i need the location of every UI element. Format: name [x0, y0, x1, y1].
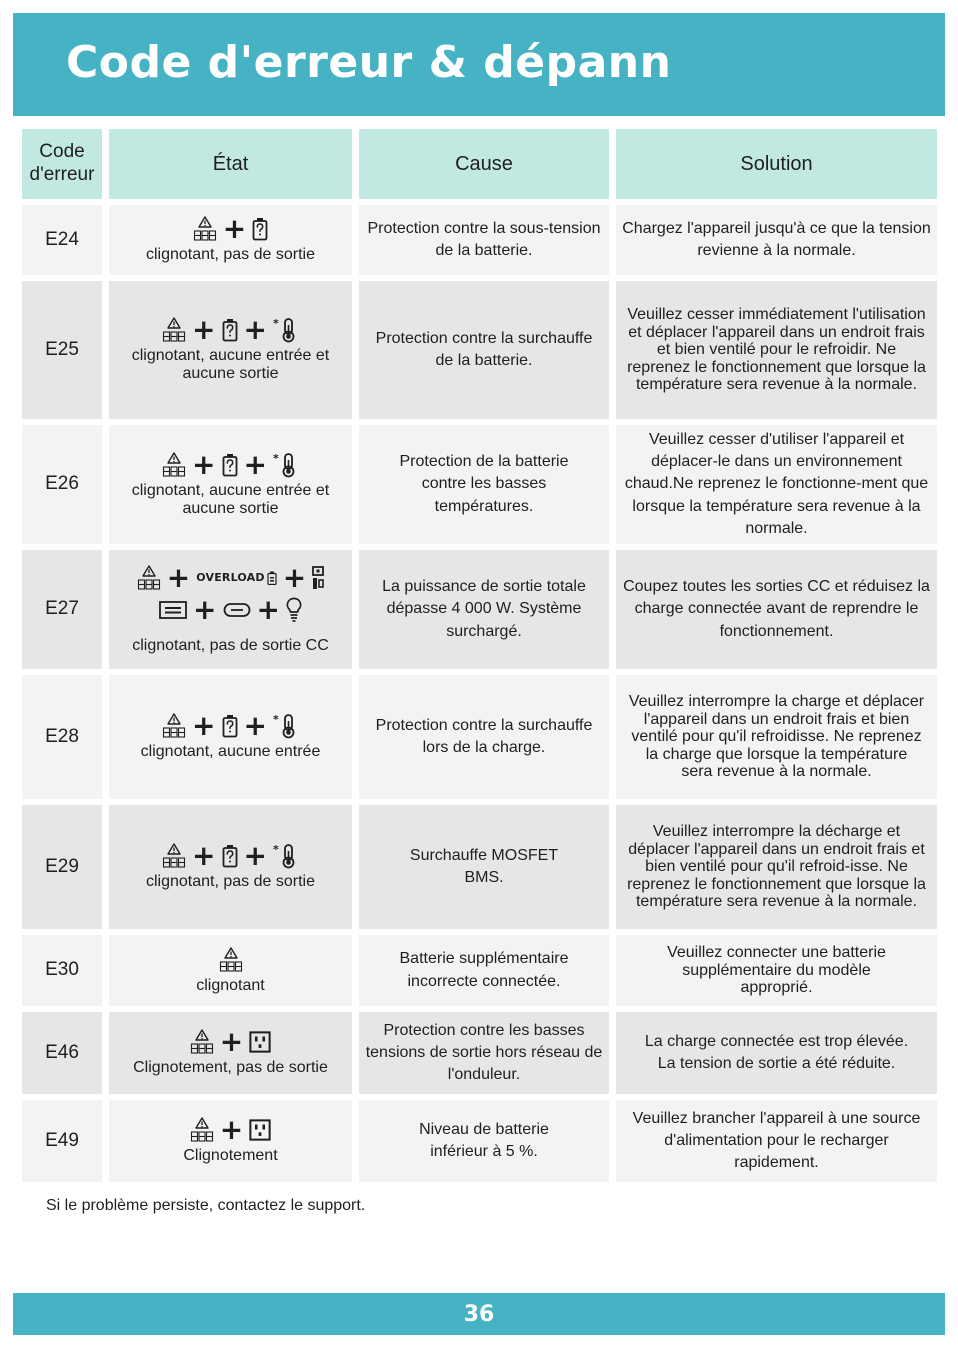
battery-question-icon — [222, 844, 238, 868]
state-cell — [109, 205, 352, 275]
plus-icon: + — [219, 1113, 244, 1147]
warning-display-icon — [193, 216, 217, 242]
plus-icon: + — [192, 313, 216, 347]
cause-cell: Niveau de batterie inférieur à 5 %. — [359, 1100, 609, 1182]
thermometer-icon — [273, 713, 299, 739]
error-code-table — [22, 129, 936, 1182]
state-cell — [109, 675, 352, 799]
plus-icon: + — [243, 447, 267, 481]
warning-display-icon — [162, 713, 186, 739]
battery-question-icon — [222, 714, 238, 738]
state-text: Clignotement, pas de sortie — [133, 1059, 328, 1077]
battery-question-icon — [222, 453, 238, 477]
solution-cell: Veuillez cesser immédiatement l'utilisation et déplacer l'appareil dans un endroit frais et bien ventilé pour le refroidir. Ne reprenez le fonctionnement que lorsque la température sera revenue à la normale. — [616, 281, 937, 419]
warning-display-icon — [190, 1029, 214, 1055]
cause-cell: Protection de la batterie contre les basses températures. — [359, 425, 609, 544]
solution-cell: Veuillez cesser d'utiliser l'appareil et déplacer-le dans un environnement chaud.Ne reprenez le fonctionne-ment que lorsque la température sera revenue à la normale. — [616, 425, 937, 544]
warning-display-icon — [137, 565, 161, 591]
warning-display-icon — [219, 947, 243, 973]
solution-cell: Veuillez interrompre la décharge et déplacer l'appareil dans un endroit frais et bien ventilé pour qu'il refroid-isse. Ne reprenez le fonctionnement que lorsque la température sera revenue à la normale. — [616, 805, 937, 929]
cause-cell: Surchauffe MOSFET BMS. — [359, 805, 609, 929]
plus-icon: + — [166, 560, 191, 594]
cause-cell: Batterie supplémentaire incorrecte connectée. — [359, 935, 609, 1006]
outlet-icon — [249, 1031, 271, 1053]
error-code: E49 — [22, 1100, 102, 1182]
solution-cell: Veuillez interrompre la charge et déplacer l'appareil dans un endroit frais et bien ventilé pour qu'il refroidisse. Ne reprenez la charge que lorsque la température sera revenue à la normale. — [616, 675, 937, 799]
outlet-icon — [249, 1119, 271, 1141]
header-solution: Solution — [616, 129, 937, 199]
plus-icon: + — [243, 313, 267, 347]
cause-cell: Protection contre la surchauffe de la batterie. — [359, 281, 609, 419]
plus-icon: + — [243, 839, 267, 873]
battery-question-icon — [252, 217, 268, 241]
warning-display-icon — [190, 1117, 214, 1143]
plus-icon: + — [222, 212, 247, 246]
state-cell — [109, 425, 352, 544]
cause-cell: Protection contre la sous-tension de la batterie. — [359, 205, 609, 275]
cause-cell: Protection contre la surchauffe lors de la charge. — [359, 675, 609, 799]
page-number: 36 — [463, 1301, 495, 1327]
state-text: clignotant — [196, 976, 265, 994]
state-cell — [109, 805, 352, 929]
battery-question-icon — [222, 318, 238, 342]
plus-icon: + — [193, 592, 217, 626]
state-cell — [109, 1100, 352, 1182]
plus-icon: + — [192, 709, 216, 743]
error-code: E28 — [22, 675, 102, 799]
state-cell — [109, 550, 352, 669]
state-cell — [109, 1012, 352, 1094]
error-code: E25 — [22, 281, 102, 419]
error-code: E27 — [22, 550, 102, 669]
car-port-icon — [223, 601, 251, 619]
page-header — [13, 13, 945, 116]
state-text: clignotant, aucune entrée et aucune sortie — [131, 347, 330, 382]
error-code: E24 — [22, 205, 102, 275]
battery-icon — [267, 571, 277, 585]
state-text: Clignotement — [183, 1147, 278, 1165]
solution-cell: Veuillez connecter une batterie supplémentaire du modèle approprié. — [616, 935, 937, 1006]
solution-cell: Veuillez brancher l'appareil à une source d'alimentation pour le recharger rapidement. — [616, 1100, 937, 1182]
plus-icon: + — [192, 839, 216, 873]
cause-cell: La puissance de sortie totale dépasse 4 000 W. Système surchargé. — [359, 550, 609, 669]
error-code: E26 — [22, 425, 102, 544]
bulb-icon — [286, 597, 302, 623]
state-cell — [109, 281, 352, 419]
solution-cell: Coupez toutes les sorties CC et réduisez la charge connectée avant de reprendre le fonctionnement. — [616, 550, 937, 669]
page-footer — [13, 1293, 945, 1335]
state-text: clignotant, pas de sortie — [146, 873, 315, 891]
error-code: E46 — [22, 1012, 102, 1094]
solution-cell: La charge connectée est trop élevée. La tension de sortie a été réduite. — [616, 1012, 937, 1094]
plus-icon: + — [219, 1025, 244, 1059]
state-text: clignotant, pas de sortie — [146, 246, 315, 264]
error-code: E29 — [22, 805, 102, 929]
state-text: clignotant, aucune entrée et aucune sortie — [131, 481, 330, 517]
warning-display-icon — [162, 843, 186, 869]
plus-icon: + — [282, 560, 307, 594]
overload-indicator: OVERLOAD — [196, 571, 276, 585]
state-cell — [109, 935, 352, 1006]
state-text: clignotant, pas de sortie CC — [132, 636, 329, 654]
thermometer-icon — [273, 317, 299, 343]
solution-cell: Chargez l'appareil jusqu'à ce que la tension revienne à la normale. — [616, 205, 937, 275]
dc-output-icon — [312, 566, 324, 590]
cause-cell: Protection contre les basses tensions de sortie hors réseau de l'onduleur. — [359, 1012, 609, 1094]
header-code: Code d'erreur — [22, 129, 102, 199]
support-note: Si le problème persiste, contactez le support. — [46, 1197, 366, 1214]
header-cause: Cause — [359, 129, 609, 199]
thermometer-icon — [273, 452, 299, 478]
state-text: clignotant, aucune entrée — [140, 743, 321, 761]
plus-icon: + — [243, 709, 267, 743]
error-code: E30 — [22, 935, 102, 1006]
ac-output-icon — [159, 600, 187, 620]
warning-display-icon — [162, 452, 186, 478]
page-title: Code d'erreur & dépann — [66, 37, 672, 88]
plus-icon: + — [256, 592, 280, 626]
header-etat: État — [109, 129, 352, 199]
thermometer-icon — [273, 843, 299, 869]
warning-display-icon — [162, 317, 186, 343]
plus-icon: + — [192, 447, 216, 481]
